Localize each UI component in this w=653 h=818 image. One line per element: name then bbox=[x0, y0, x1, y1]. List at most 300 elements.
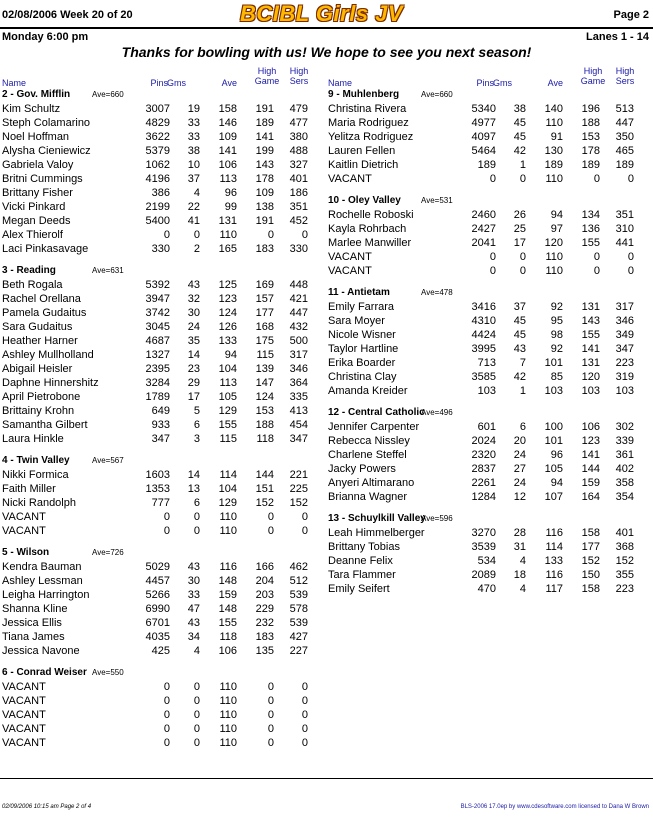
bowler-average: 106 bbox=[218, 159, 237, 171]
bowler-pins: 3995 bbox=[471, 343, 496, 355]
bowler-games: 6 bbox=[193, 497, 200, 509]
bowler-name: Tiana James bbox=[2, 631, 65, 643]
bowler-high-game: 0 bbox=[267, 525, 274, 537]
bowler-high-series: 186 bbox=[289, 187, 308, 199]
bowler-average: 115 bbox=[219, 433, 237, 445]
bowler-high-game: 164 bbox=[581, 491, 600, 503]
bowler-high-game: 177 bbox=[255, 307, 274, 319]
bowler-games: 0 bbox=[193, 709, 200, 721]
bowler-pins: 0 bbox=[163, 709, 170, 721]
bowler-pins: 2089 bbox=[471, 569, 496, 581]
bowler-high-series: 477 bbox=[289, 117, 308, 129]
bowler-pins: 0 bbox=[163, 511, 170, 523]
bowler-high-series: 401 bbox=[289, 173, 308, 185]
bowler-games: 42 bbox=[513, 371, 526, 383]
bowler-name: Brittainy Krohn bbox=[2, 405, 75, 417]
bowler-high-series: 512 bbox=[289, 575, 308, 587]
bowler-games: 38 bbox=[187, 145, 200, 157]
column-header bbox=[326, 62, 652, 88]
bowler-high-series: 448 bbox=[289, 279, 308, 291]
bowler-row bbox=[0, 404, 326, 418]
header-high-sers: High Sers bbox=[289, 66, 309, 86]
bowler-high-game: 141 bbox=[581, 449, 600, 461]
bowler-high-series: 317 bbox=[289, 349, 308, 361]
bowler-high-series: 0 bbox=[301, 229, 308, 241]
bowler-games: 45 bbox=[513, 315, 526, 327]
bowler-row bbox=[0, 390, 326, 404]
bowler-high-game: 191 bbox=[255, 103, 274, 115]
bowler-name: Britni Cummings bbox=[2, 173, 83, 185]
header-gms: Gms bbox=[493, 78, 512, 88]
team-title bbox=[0, 264, 326, 278]
bowler-games: 33 bbox=[187, 117, 200, 129]
bowler-games: 0 bbox=[193, 525, 200, 537]
bowler-high-game: 147 bbox=[255, 377, 274, 389]
bowler-pins: 0 bbox=[163, 525, 170, 537]
bowler-average: 110 bbox=[219, 229, 237, 241]
bowler-row bbox=[326, 554, 652, 568]
team-name: 2 - Gov. Mifflin bbox=[2, 89, 71, 100]
bowler-games: 17 bbox=[187, 391, 200, 403]
thanks-message: Thanks for bowling with us! We hope to see you next season! bbox=[121, 44, 532, 60]
bowler-row bbox=[326, 490, 652, 504]
header-gms: Gms bbox=[167, 78, 186, 88]
bowler-games: 30 bbox=[187, 575, 200, 587]
team-title bbox=[0, 546, 326, 560]
bowler-high-game: 157 bbox=[255, 293, 274, 305]
bowler-row bbox=[0, 616, 326, 630]
bowler-row bbox=[326, 526, 652, 540]
bowler-average: 94 bbox=[224, 349, 237, 361]
column-header bbox=[0, 62, 326, 88]
bowler-high-series: 539 bbox=[289, 589, 308, 601]
bowler-games: 4 bbox=[193, 645, 200, 657]
bowler-average: 110 bbox=[545, 117, 563, 129]
bowler-name: Vicki Pinkard bbox=[2, 201, 66, 213]
bowler-high-game: 141 bbox=[581, 343, 600, 355]
bowler-average: 100 bbox=[544, 421, 563, 433]
team-block bbox=[326, 286, 652, 398]
bowler-average: 116 bbox=[545, 569, 563, 581]
team-average: Ave=567 bbox=[92, 456, 124, 465]
bowler-name: Gabriela Valoy bbox=[2, 159, 74, 171]
bowler-average: 110 bbox=[219, 737, 237, 749]
bowler-name: Kendra Bauman bbox=[2, 561, 82, 573]
bowler-row bbox=[326, 250, 652, 264]
bowler-high-game: 123 bbox=[581, 435, 600, 447]
bowler-row bbox=[0, 694, 326, 708]
bowler-pins: 4196 bbox=[145, 173, 170, 185]
bowler-name: Ashley Lessman bbox=[2, 575, 83, 587]
bowler-pins: 330 bbox=[151, 243, 170, 255]
bowler-pins: 2460 bbox=[471, 209, 496, 221]
bowler-games: 28 bbox=[513, 527, 526, 539]
bowler-pins: 0 bbox=[163, 737, 170, 749]
bowler-games: 47 bbox=[187, 603, 200, 615]
bowler-average: 95 bbox=[550, 315, 563, 327]
bowler-name: Jessica Navone bbox=[2, 645, 80, 657]
bowler-name: Kayla Rohrbach bbox=[328, 223, 407, 235]
bowler-average: 110 bbox=[219, 511, 237, 523]
bowler-name: Brittany Tobias bbox=[328, 541, 400, 553]
bowler-average: 104 bbox=[218, 363, 237, 375]
bowler-high-game: 109 bbox=[255, 187, 274, 199]
bowler-high-game: 141 bbox=[255, 131, 274, 143]
bowler-high-series: 335 bbox=[289, 391, 308, 403]
bowler-name: Taylor Hartline bbox=[328, 343, 399, 355]
bowler-row bbox=[0, 510, 326, 524]
bowler-name: Abigail Heisler bbox=[2, 363, 73, 375]
bowler-row bbox=[0, 376, 326, 390]
bowler-name: Christina Rivera bbox=[328, 103, 407, 115]
bowler-high-game: 103 bbox=[581, 385, 600, 397]
bowler-games: 13 bbox=[187, 483, 200, 495]
bowler-high-series: 346 bbox=[289, 363, 308, 375]
bowler-pins: 5379 bbox=[145, 145, 170, 157]
team-title bbox=[326, 194, 652, 208]
bowler-games: 26 bbox=[513, 209, 526, 221]
bowler-high-series: 358 bbox=[615, 477, 634, 489]
bowler-average: 110 bbox=[545, 173, 563, 185]
bowler-pins: 5392 bbox=[145, 279, 170, 291]
team-title bbox=[326, 88, 652, 102]
team-average: Ave=631 bbox=[92, 266, 124, 275]
bowler-pins: 4035 bbox=[145, 631, 170, 643]
bowler-row bbox=[326, 342, 652, 356]
bowler-high-series: 189 bbox=[615, 159, 634, 171]
bowler-pins: 3045 bbox=[145, 321, 170, 333]
bowler-high-series: 103 bbox=[615, 385, 634, 397]
bowler-high-game: 183 bbox=[255, 631, 274, 643]
bowler-games: 6 bbox=[519, 421, 526, 433]
bowler-high-series: 432 bbox=[289, 321, 308, 333]
bowler-high-game: 175 bbox=[255, 335, 274, 347]
bowler-games: 3 bbox=[193, 433, 200, 445]
bowler-average: 126 bbox=[218, 321, 237, 333]
bowler-row bbox=[326, 172, 652, 186]
bowler-row bbox=[0, 418, 326, 432]
bowler-high-series: 513 bbox=[615, 103, 634, 115]
bowler-name: VACANT bbox=[328, 251, 372, 263]
bowler-high-series: 447 bbox=[615, 117, 634, 129]
team-name: 3 - Reading bbox=[2, 265, 56, 276]
top-rule bbox=[0, 27, 653, 29]
bowler-row bbox=[0, 200, 326, 214]
bowler-high-series: 361 bbox=[615, 449, 634, 461]
bowler-average: 158 bbox=[218, 103, 237, 115]
team-block bbox=[326, 88, 652, 186]
bowler-name: Beth Rogala bbox=[2, 279, 63, 291]
bowler-name: Leah Himmelberger bbox=[328, 527, 425, 539]
bowler-games: 43 bbox=[513, 343, 526, 355]
bowler-row bbox=[0, 432, 326, 446]
bowler-row bbox=[326, 102, 652, 116]
bowler-name: VACANT bbox=[2, 695, 46, 707]
bowler-row bbox=[0, 602, 326, 616]
bowler-pins: 1789 bbox=[145, 391, 170, 403]
bowler-games: 0 bbox=[519, 173, 526, 185]
bowler-high-series: 223 bbox=[615, 357, 634, 369]
bowler-games: 38 bbox=[513, 103, 526, 115]
bowler-name: VACANT bbox=[2, 511, 46, 523]
bowler-row bbox=[0, 468, 326, 482]
bowler-name: VACANT bbox=[328, 265, 372, 277]
bowler-pins: 3947 bbox=[145, 293, 170, 305]
bowler-average: 110 bbox=[219, 695, 237, 707]
bowler-pins: 2320 bbox=[471, 449, 496, 461]
bowler-name: Nicole Wisner bbox=[328, 329, 396, 341]
team-block bbox=[0, 666, 326, 750]
bowler-games: 45 bbox=[513, 131, 526, 143]
bowler-pins: 3284 bbox=[145, 377, 170, 389]
bowler-row bbox=[0, 560, 326, 574]
bowler-high-game: 131 bbox=[581, 301, 600, 313]
bowler-high-game: 203 bbox=[255, 589, 274, 601]
bowler-games: 45 bbox=[513, 329, 526, 341]
bowler-high-series: 349 bbox=[615, 329, 634, 341]
bowler-average: 120 bbox=[544, 237, 563, 249]
bowler-name: VACANT bbox=[2, 723, 46, 735]
bowler-row bbox=[326, 158, 652, 172]
team-title bbox=[0, 454, 326, 468]
bowler-name: Rachel Orellana bbox=[2, 293, 81, 305]
date-week: 02/08/2006 Week 20 of 20 bbox=[2, 9, 133, 21]
bowler-pins: 3622 bbox=[145, 131, 170, 143]
bowler-games: 24 bbox=[187, 321, 200, 333]
bowler-row bbox=[0, 144, 326, 158]
bowler-high-game: 0 bbox=[267, 681, 274, 693]
bowler-pins: 4457 bbox=[145, 575, 170, 587]
bowler-name: Emily Seifert bbox=[328, 583, 390, 595]
bowler-row bbox=[0, 306, 326, 320]
bowler-name: Megan Deeds bbox=[2, 215, 71, 227]
bowler-pins: 2199 bbox=[145, 201, 170, 213]
bowler-high-game: 189 bbox=[255, 117, 274, 129]
bowler-games: 12 bbox=[513, 491, 526, 503]
bowler-name: Alex Thierolf bbox=[2, 229, 63, 241]
bowler-high-series: 401 bbox=[615, 527, 634, 539]
bowler-row bbox=[0, 130, 326, 144]
bowler-pins: 2261 bbox=[471, 477, 496, 489]
bowler-row bbox=[0, 102, 326, 116]
bowler-average: 118 bbox=[219, 631, 237, 643]
bowler-row bbox=[326, 462, 652, 476]
bowler-games: 10 bbox=[187, 159, 200, 171]
bowler-average: 129 bbox=[218, 405, 237, 417]
bowler-high-game: 138 bbox=[255, 201, 274, 213]
right-column bbox=[326, 62, 652, 596]
bowler-pins: 5464 bbox=[471, 145, 496, 157]
bowler-high-game: 143 bbox=[255, 159, 274, 171]
bowler-name: Jacky Powers bbox=[328, 463, 396, 475]
bowler-games: 2 bbox=[193, 243, 200, 255]
bowler-high-series: 0 bbox=[627, 251, 634, 263]
team-average: Ave=726 bbox=[92, 548, 124, 557]
bowler-average: 103 bbox=[544, 385, 563, 397]
bowler-high-series: 354 bbox=[615, 491, 634, 503]
bowler-games: 6 bbox=[193, 419, 200, 431]
header-ave: Ave bbox=[221, 78, 237, 88]
footer-software-info: BLS-2006 17.0ep by www.cdesoftware.com licensed to Dana W Brown bbox=[460, 804, 649, 810]
bowler-average: 92 bbox=[550, 343, 563, 355]
bowler-pins: 6701 bbox=[145, 617, 170, 629]
bowler-row bbox=[0, 278, 326, 292]
bowler-average: 155 bbox=[218, 617, 237, 629]
bowler-high-series: 0 bbox=[627, 265, 634, 277]
bowler-high-series: 500 bbox=[289, 335, 308, 347]
team-block bbox=[0, 264, 326, 446]
bowler-name: VACANT bbox=[2, 709, 46, 721]
bowler-average: 96 bbox=[224, 187, 237, 199]
bowler-row bbox=[326, 116, 652, 130]
bowler-high-game: 159 bbox=[581, 477, 600, 489]
bowler-pins: 0 bbox=[163, 695, 170, 707]
header-name: Name bbox=[2, 78, 27, 88]
bowler-name: Sara Gudaitus bbox=[2, 321, 73, 333]
bowler-average: 124 bbox=[218, 307, 237, 319]
bowler-high-series: 368 bbox=[615, 541, 634, 553]
team-name: 9 - Muhlenberg bbox=[328, 89, 400, 100]
bowler-high-series: 462 bbox=[289, 561, 308, 573]
bowler-high-series: 0 bbox=[301, 525, 308, 537]
header-ave: Ave bbox=[547, 78, 563, 88]
bowler-name: Alysha Cieniewicz bbox=[2, 145, 91, 157]
bowler-high-game: 115 bbox=[256, 349, 274, 361]
bowler-games: 4 bbox=[519, 555, 526, 567]
bowler-games: 37 bbox=[513, 301, 526, 313]
bowler-row bbox=[0, 214, 326, 228]
bowler-row bbox=[0, 708, 326, 722]
bowler-pins: 1327 bbox=[145, 349, 170, 361]
bowler-high-series: 402 bbox=[615, 463, 634, 475]
bowler-high-game: 0 bbox=[593, 173, 600, 185]
bowler-high-series: 0 bbox=[301, 723, 308, 735]
team-name: 11 - Antietam bbox=[328, 287, 390, 298]
bowler-pins: 4097 bbox=[471, 131, 496, 143]
bowler-average: 117 bbox=[545, 583, 563, 595]
bowler-row bbox=[326, 130, 652, 144]
bowler-high-series: 488 bbox=[289, 145, 308, 157]
bowler-high-series: 310 bbox=[615, 223, 634, 235]
bowler-high-series: 152 bbox=[289, 497, 308, 509]
bowler-average: 105 bbox=[218, 391, 237, 403]
bowler-high-series: 355 bbox=[615, 569, 634, 581]
bowler-high-game: 0 bbox=[593, 265, 600, 277]
bowler-high-game: 0 bbox=[267, 229, 274, 241]
left-column bbox=[0, 62, 326, 750]
bowler-high-series: 479 bbox=[289, 103, 308, 115]
bowler-high-series: 327 bbox=[289, 159, 308, 171]
bowler-row bbox=[0, 630, 326, 644]
bowler-pins: 0 bbox=[163, 229, 170, 241]
bowler-name: Faith Miller bbox=[2, 483, 56, 495]
team-block bbox=[326, 512, 652, 596]
header-high-sers: High Sers bbox=[615, 66, 635, 86]
bowler-name: Tara Flammer bbox=[328, 569, 396, 581]
bowler-pins: 0 bbox=[489, 251, 496, 263]
team-title bbox=[326, 406, 652, 420]
bowler-games: 43 bbox=[187, 617, 200, 629]
bowler-high-game: 169 bbox=[255, 279, 274, 291]
bowler-average: 133 bbox=[218, 335, 237, 347]
bowler-pins: 386 bbox=[151, 187, 170, 199]
team-average: Ave=660 bbox=[421, 90, 453, 99]
bowler-high-game: 0 bbox=[267, 737, 274, 749]
bowler-high-game: 232 bbox=[255, 617, 274, 629]
bowler-average: 109 bbox=[218, 131, 237, 143]
bowler-high-game: 0 bbox=[267, 695, 274, 707]
bowler-high-series: 339 bbox=[615, 435, 634, 447]
bowler-name: VACANT bbox=[2, 525, 46, 537]
bowler-high-game: 144 bbox=[255, 469, 274, 481]
bowler-games: 37 bbox=[187, 173, 200, 185]
bowler-row bbox=[326, 370, 652, 384]
bowler-games: 24 bbox=[513, 477, 526, 489]
bowler-pins: 0 bbox=[489, 265, 496, 277]
bowler-row bbox=[326, 540, 652, 554]
header-pins: Pins bbox=[150, 78, 168, 88]
bowler-average: 146 bbox=[218, 117, 237, 129]
bowler-high-game: 188 bbox=[255, 419, 274, 431]
bowler-average: 125 bbox=[218, 279, 237, 291]
bowler-row bbox=[0, 722, 326, 736]
bowler-average: 113 bbox=[219, 173, 237, 185]
team-average: Ave=531 bbox=[421, 196, 453, 205]
team-block bbox=[0, 454, 326, 538]
bowler-pins: 4977 bbox=[471, 117, 496, 129]
bowler-name: Shanna Kline bbox=[2, 603, 68, 615]
bowler-games: 0 bbox=[193, 511, 200, 523]
bowler-pins: 5340 bbox=[471, 103, 496, 115]
bowler-high-series: 0 bbox=[301, 695, 308, 707]
bowler-games: 42 bbox=[513, 145, 526, 157]
bowler-row bbox=[0, 588, 326, 602]
bowler-name: Heather Harner bbox=[2, 335, 78, 347]
bowler-row bbox=[326, 356, 652, 370]
bowler-row bbox=[0, 644, 326, 658]
bowler-high-game: 168 bbox=[255, 321, 274, 333]
bowler-row bbox=[326, 448, 652, 462]
session-time: Monday 6:00 pm bbox=[2, 31, 89, 43]
bowler-high-series: 578 bbox=[289, 603, 308, 615]
bowler-pins: 189 bbox=[477, 159, 496, 171]
team-name: 5 - Wilson bbox=[2, 547, 50, 558]
bowler-pins: 534 bbox=[477, 555, 496, 567]
bowler-high-series: 452 bbox=[289, 215, 308, 227]
bowler-pins: 347 bbox=[151, 433, 170, 445]
bowler-high-series: 351 bbox=[289, 201, 308, 213]
bowler-high-series: 347 bbox=[289, 433, 308, 445]
bowler-average: 165 bbox=[218, 243, 237, 255]
team-name: 12 - Central Catholic bbox=[328, 407, 425, 418]
team-average: Ave=660 bbox=[92, 90, 124, 99]
bowler-name: Emily Farrara bbox=[328, 301, 395, 313]
team-title bbox=[0, 88, 326, 102]
team-title bbox=[0, 666, 326, 680]
bowler-name: Anyeri Altimarano bbox=[328, 477, 415, 489]
bowler-high-game: 134 bbox=[581, 209, 600, 221]
bowler-games: 1 bbox=[519, 385, 526, 397]
bowler-high-game: 143 bbox=[581, 315, 600, 327]
bowler-name: Amanda Kreider bbox=[328, 385, 408, 397]
bowler-high-game: 158 bbox=[581, 527, 600, 539]
bowler-high-game: 188 bbox=[581, 117, 600, 129]
bowler-high-series: 302 bbox=[615, 421, 634, 433]
bowler-high-game: 152 bbox=[255, 497, 274, 509]
bottom-rule bbox=[0, 778, 653, 779]
bowler-pins: 0 bbox=[163, 723, 170, 735]
bowler-games: 0 bbox=[193, 737, 200, 749]
